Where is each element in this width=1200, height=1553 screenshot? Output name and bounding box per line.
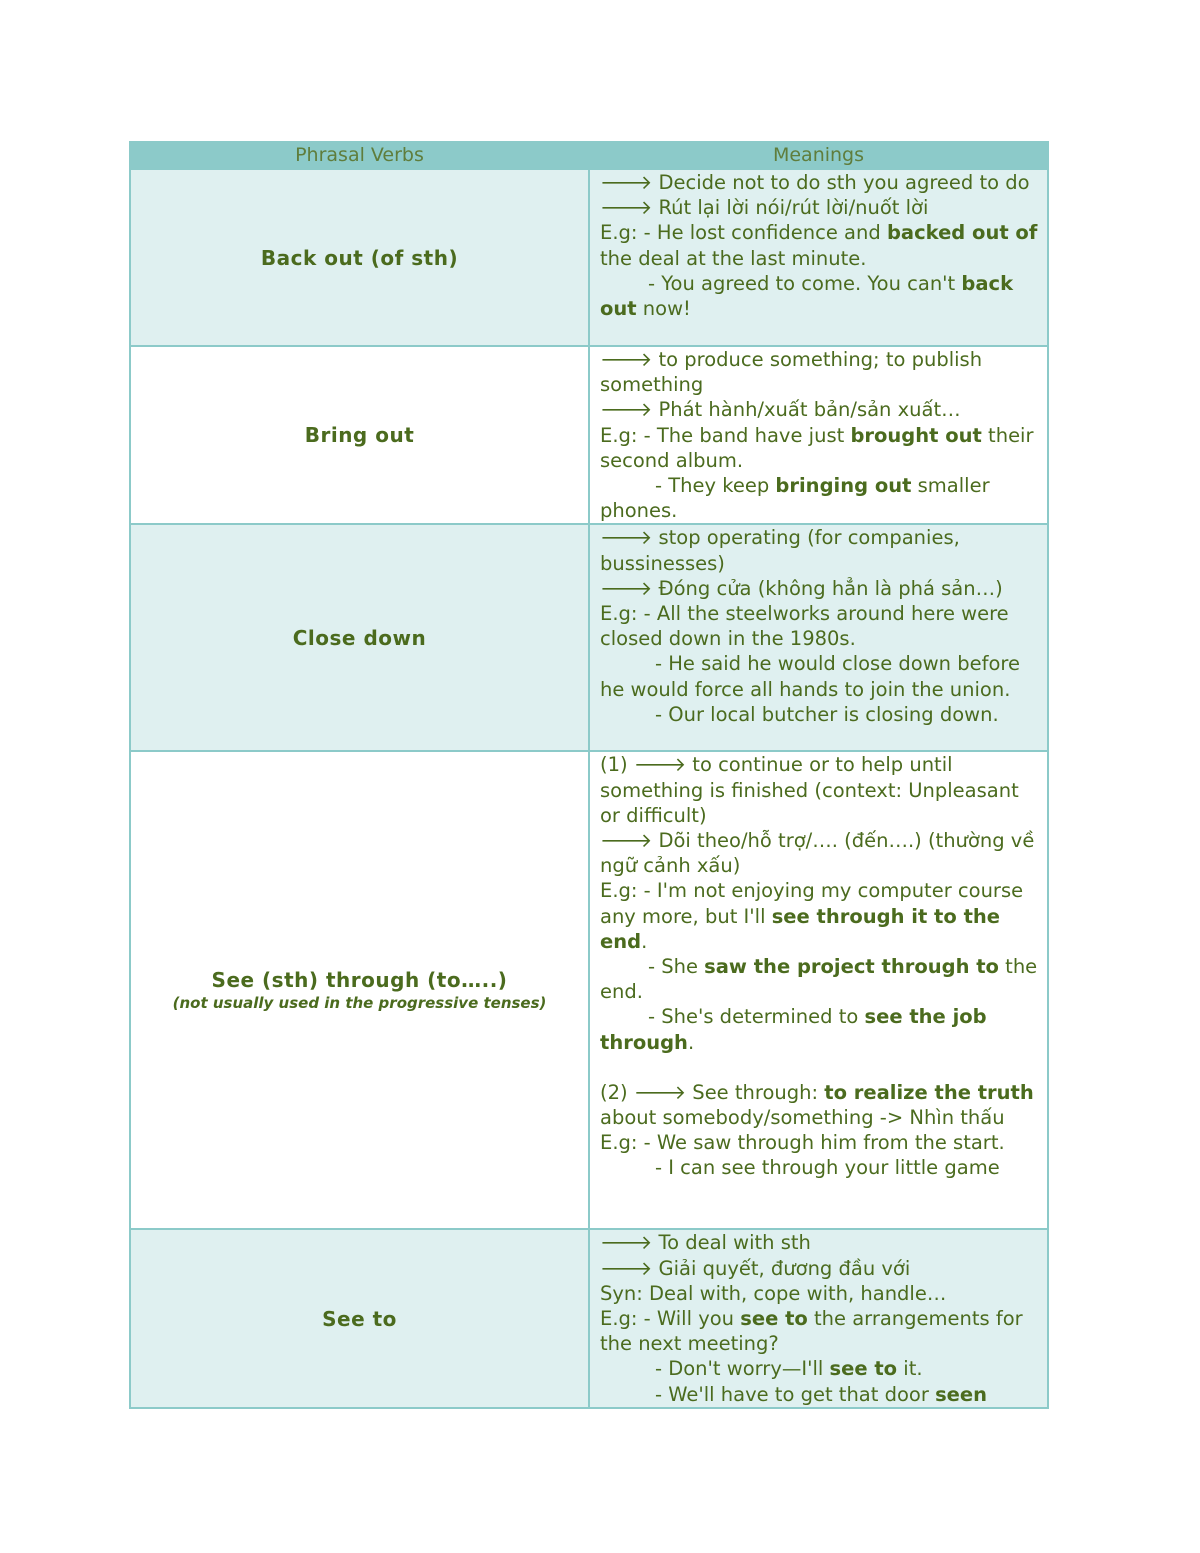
- example: E.g: - All the steelworks around here were closed down in the 1980s.: [600, 602, 1009, 651]
- example: E.g: - Will you see to the arrangements for the next meeting?: [600, 1307, 1023, 1356]
- verb-usage-note: (not usually used in the progressive tenses): [172, 994, 547, 1013]
- spacer: [600, 1055, 1039, 1080]
- verb-text: See to: [322, 1306, 397, 1331]
- meaning-cell: [589, 169, 1048, 346]
- verb-text: Bring out: [304, 423, 415, 448]
- definition-vi: 🡒 Dõi theo/hỗ trợ/…. (đến….) (thường về ngữ cảnh xấu): [600, 829, 1035, 878]
- definition-en: 🡒 Decide not to do sth you agreed to do: [600, 171, 1030, 194]
- meaning-cell: [589, 751, 1048, 1229]
- verb-cell: [130, 524, 589, 751]
- example: - Don't worry—I'll see to it.: [655, 1357, 923, 1381]
- header-phrasal-verbs: Phrasal Verbs: [130, 142, 589, 169]
- table-row: [130, 169, 1048, 346]
- example: - You agreed to come. You can't back out now!: [600, 271, 1014, 321]
- meaning-cell: [589, 524, 1048, 751]
- example: - They keep bringing out smaller phones.: [600, 474, 990, 523]
- definition-en: 🡒 To deal with sth: [600, 1231, 811, 1255]
- example: E.g: - I'm not enjoying my computer course any more, but I'll see through it to the end.: [600, 879, 1024, 953]
- definition-vi: 🡒 Phát hành/xuất bản/sản xuất…: [600, 398, 961, 422]
- phrasal-verbs-table: [129, 141, 1049, 1409]
- definition-2: (2) 🡒 See through: to realize the truth about somebody/something -> Nhìn thấu: [600, 1080, 1034, 1130]
- table-row: [130, 524, 1048, 751]
- synonyms: Syn: Deal with, cope with, handle…: [600, 1281, 947, 1305]
- definition-en: 🡒 to produce something; to publish something: [600, 348, 983, 397]
- example: - I can see through your little game: [655, 1156, 1000, 1180]
- verb-text: See (sth) through (to…..): [211, 968, 508, 993]
- definition-vi: 🡒 Rút lại lời nói/rút lời/nuốt lời: [600, 196, 929, 220]
- definition-en: (1) 🡒 to continue or to help until something is finished (context: Unpleasant or difficult): [600, 753, 1019, 827]
- definition-vi: 🡒 Đóng cửa (không hẳn là phá sản…): [600, 576, 1003, 600]
- example: - We'll have to get that door seen: [655, 1382, 988, 1406]
- verb-cell: [130, 751, 589, 1229]
- verb-cell: [130, 1229, 589, 1407]
- example: - She's determined to see the job through.: [600, 1005, 987, 1054]
- example: - He said he would close down before he would force all hands to join the union.: [600, 652, 1020, 701]
- example: E.g: - We saw through him from the start.: [600, 1131, 1005, 1155]
- example: E.g: - The band have just brought out their second album.: [600, 423, 1034, 472]
- example: E.g: - He lost confidence and backed out of the deal at the last minute.: [600, 221, 1038, 270]
- verb-cell: [130, 169, 589, 346]
- verb-cell: [130, 346, 589, 524]
- definition-en: 🡒 stop operating (for companies, bussinesses): [600, 526, 960, 575]
- table-row: [130, 751, 1048, 1229]
- table-row: [130, 346, 1048, 524]
- meaning-cell: [589, 1229, 1048, 1407]
- verb-text: Back out (of sth): [260, 245, 459, 270]
- example: - Our local butcher is closing down.: [655, 702, 999, 726]
- header-meanings: Meanings: [589, 142, 1048, 169]
- table-header-row: [130, 142, 1048, 169]
- example: - She saw the project through to the end.: [600, 955, 1038, 1004]
- meaning-cell: [589, 346, 1048, 524]
- table-row: [130, 1229, 1048, 1407]
- verb-text: Close down: [292, 625, 427, 650]
- definition-vi: 🡒 Giải quyết, đương đầu với: [600, 1256, 911, 1280]
